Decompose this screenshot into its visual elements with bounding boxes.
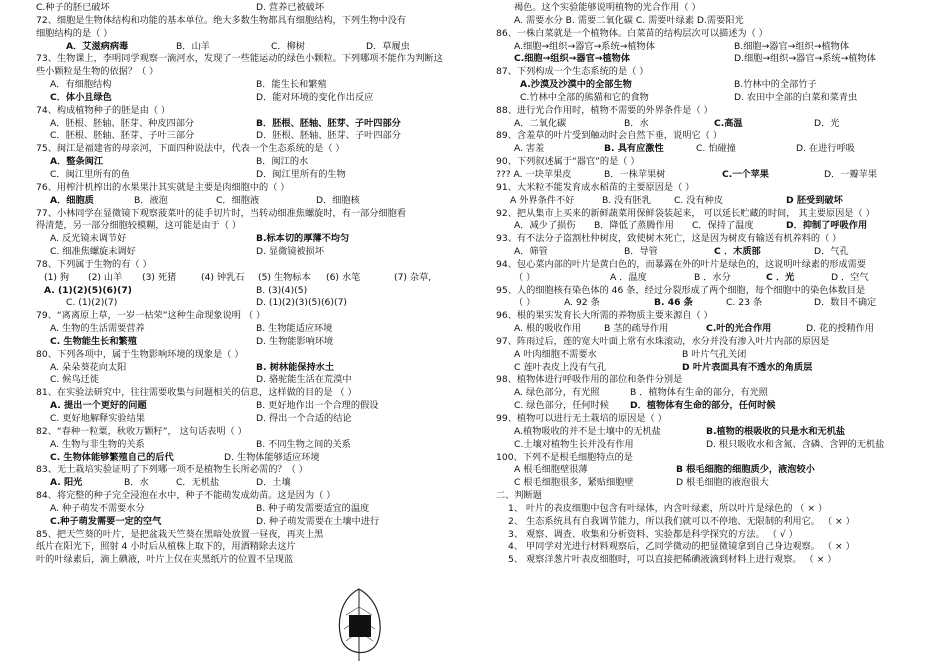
text-segment: C.高温 — [714, 117, 743, 129]
text-segment: 细胞结构的是（ ） — [36, 27, 113, 39]
text-line — [36, 246, 436, 259]
text-line — [36, 92, 436, 105]
text-line — [36, 541, 436, 554]
text-segment: D. 骆驼能生活在荒漠中 — [256, 374, 352, 386]
text-segment: A．二氧化碳 — [514, 117, 567, 129]
text-line — [496, 246, 914, 259]
text-segment: A.沙漠及沙漠中的全部生物 — [520, 79, 632, 91]
text-line — [496, 28, 914, 41]
text-line — [36, 182, 436, 195]
text-segment: A. 种子萌发不需要水分 — [50, 502, 145, 514]
text-segment: B. 生物能适应环境 — [256, 323, 333, 335]
text-segment: 75、闽江是福建省的母亲河，下面四种说法中，代表一个生态系统的是（ ） — [36, 143, 345, 155]
text-segment: B ．植物体有生命的部分，有光照 — [630, 387, 768, 399]
text-line — [36, 387, 436, 400]
text-segment: D. 得出一个合适的结论 — [256, 413, 352, 424]
text-line — [36, 529, 436, 542]
text-line — [496, 195, 914, 208]
text-line — [36, 452, 436, 465]
text-segment: D．土壤 — [256, 477, 291, 489]
text-segment: C. 细准焦螺旋未调好 — [50, 246, 136, 258]
text-segment: D．气孔 — [814, 246, 849, 258]
text-segment: D. 种子萌发需要在土壤中进行 — [256, 515, 380, 527]
text-segment: (4) 钟乳石 — [201, 271, 245, 283]
text-segment: B.细胞→器官→组织→植物体 — [734, 40, 850, 52]
text-segment: C ．木质部 — [714, 246, 761, 258]
text-segment: A．减少了损伤 — [514, 220, 576, 232]
text-line — [36, 490, 436, 503]
text-segment: (1) 狗 — [44, 271, 70, 283]
text-line — [36, 233, 436, 246]
text-segment: C. 更好地解释实验结果 — [50, 413, 145, 424]
text-segment: D．光 — [814, 117, 840, 129]
text-segment: 77、小林同学在显微镜下观察菠菜叶的徒手切片时，当转动细准焦螺旋时，有一部分细胞看 — [36, 207, 407, 219]
text-segment: 86、一株白菜就是一个植物体。白菜苗的结构层次可以描述为（ ） — [496, 27, 768, 39]
text-segment: 73、生物课上，李明同学观察一滴河水，发现了一些能运动的绿色小颗粒。下列哪项不能作为判断这 — [36, 53, 443, 65]
text-segment: 84、将完整的种子完全浸泡在水中，种子不能萌发成幼苗。这是因为（ ） — [36, 490, 336, 502]
text-segment: 些小颗粒是生物的依据？（ ） — [36, 66, 159, 78]
text-segment: C. 23 条 — [726, 297, 763, 309]
text-line — [36, 169, 436, 182]
text-line — [36, 2, 436, 15]
text-segment: D. 农田中全部的白菜和菜青虫 — [734, 91, 858, 103]
text-segment: B. (3)(4)(5) — [256, 284, 308, 296]
text-segment: A 外界条件不好 — [510, 194, 575, 206]
text-line — [496, 310, 914, 323]
text-segment: D．闽江里所有的生物 — [256, 168, 346, 180]
text-segment: D．植物体有生命的部分，任何时候 — [630, 400, 776, 412]
text-line — [36, 79, 436, 92]
text-segment: D．一瓣苹果 — [824, 168, 878, 180]
text-line — [496, 2, 914, 15]
text-line — [496, 464, 914, 477]
text-segment: D. (1)(2)(3)(5)(6)(7) — [256, 297, 348, 309]
text-segment: A. 朵朵葵花向太阳 — [50, 361, 127, 373]
text-line — [496, 105, 914, 118]
text-line — [496, 272, 914, 285]
text-segment: 81、在实验法研究中，往往需要收集与问题相关的信息，这样做的目的是 （ ） — [36, 387, 357, 399]
text-segment: 4、 甲同学对光进行材料观察后，乙同学微动的把显微镜拿到自己身边观察。 （ × ） — [508, 541, 855, 553]
text-line — [496, 336, 914, 349]
text-segment: A. 绿色部分，有光照 — [514, 387, 600, 399]
text-segment: A 叶肉细胞不需要水 — [514, 348, 597, 360]
text-segment: B. 更好地作出一个合理的假设 — [256, 400, 379, 412]
text-line — [496, 490, 914, 503]
text-segment: A. 根的吸收作用 — [514, 323, 582, 335]
text-segment: B．降低了蒸腾作用 — [594, 220, 674, 232]
text-segment: 98、植物体进行呼吸作用的部位和条件分别是 — [496, 374, 683, 386]
text-line — [36, 28, 436, 41]
text-segment: （ ） — [514, 271, 536, 283]
text-segment: B.植物的根吸收的只是水和无机盐 — [706, 425, 846, 437]
text-segment: A.细胞→组织→器官→系统→植物体 — [514, 40, 655, 52]
text-segment: 1、 叶片的表皮细胞中包含有叶绿体，内含叶绿素，所以叶片是绿色的 （ × ） — [508, 502, 828, 514]
text-segment: A．细胞质 — [50, 194, 94, 206]
text-segment: 褐色。这个实验能够说明植物的光合作用（ ） — [514, 2, 701, 13]
text-line — [36, 413, 436, 426]
text-segment: B.竹林中的全部竹子 — [734, 79, 817, 91]
text-segment: 91、大米粒不能发育成水稻苗的主要原因是（ ） — [496, 181, 695, 193]
text-line — [36, 195, 436, 208]
text-segment: B. 树林能保持水土 — [256, 361, 335, 373]
text-segment: B．水 — [624, 117, 649, 129]
text-segment: A．整条闽江 — [50, 156, 104, 168]
text-segment: 76、用榨汁机榨出的水果果汁其实就是主要是肉细胞中的（ ） — [36, 181, 290, 193]
text-segment: B．能生长和繁殖 — [256, 79, 327, 91]
text-segment: D 叶片表面具有不透水的角质层 — [682, 361, 813, 373]
text-segment: 89、含羞草的叶片受到触动时会自然下垂，说明它（ ） — [496, 130, 722, 142]
text-segment: 74、构成植物种子的胚是由（ ） — [36, 104, 171, 116]
text-segment: 87、下列构成一个生态系统的是（ ） — [496, 66, 649, 78]
text-line — [496, 66, 914, 79]
text-line — [36, 439, 436, 452]
text-segment: C. (1)(2)(7) — [66, 297, 118, 309]
text-segment: 88、进行光合作用时，植物不需要的外界条件是（ ） — [496, 104, 713, 116]
text-line — [36, 259, 436, 272]
text-line — [496, 169, 914, 182]
text-line — [496, 426, 914, 439]
text-segment: D. 在进行呼吸 — [796, 143, 855, 155]
text-line — [36, 41, 436, 54]
text-segment: B．闽江的水 — [256, 156, 309, 168]
text-segment: C ．光 — [766, 271, 795, 283]
text-segment: C. 没有种皮 — [674, 194, 724, 206]
text-segment: 纸片在阳光下，照射 4 小时后从植株上取下的，用酒精除去这片 — [36, 541, 296, 553]
text-segment: 93、有不法分子盗割杜仲树皮，致使树木死亡，这是因为树皮有输送有机养料的（ ） — [496, 233, 842, 245]
text-line — [36, 208, 436, 221]
text-line — [496, 130, 914, 143]
text-line — [496, 118, 914, 131]
text-line — [36, 130, 436, 143]
text-segment: ??? A. 一块苹果皮 — [496, 168, 572, 180]
text-segment: 2、 生态系统具有自我调节能力，所以我们就可以不停地、无限制的利用它。 （ × ） — [508, 515, 855, 527]
text-segment: B 根毛细胞的细胞质少，液泡较小 — [676, 464, 815, 476]
text-segment: C．体小且绿色 — [50, 91, 112, 103]
text-line — [496, 323, 914, 336]
text-segment: C.种子的胚已破坏 — [36, 2, 110, 13]
text-segment: 92、把从集市上买来的新鲜蔬菜用保鲜袋装起来， 可以延长贮藏的时间， 其主要原因是（ ） — [496, 207, 875, 219]
text-segment: B．水 — [124, 477, 149, 489]
text-segment: 94、包心菜内部的叶片是黄白色的，而暴露在外的叶片是绿色的，这说明叶绿素的形成需要 — [496, 258, 867, 270]
text-line — [496, 92, 914, 105]
text-line — [36, 143, 436, 156]
text-line — [496, 362, 914, 375]
text-segment: D．草履虫 — [366, 40, 410, 52]
text-line — [496, 233, 914, 246]
text-segment: 5、 观察洋葱片叶表皮细胞时，可以直接把稀碘液滴到材料上进行观察。 （ × ） — [508, 554, 837, 566]
text-line — [36, 477, 436, 490]
text-segment: C．无机盐 — [176, 477, 220, 489]
text-segment: D. 营养已被破坏 — [256, 2, 325, 13]
text-segment: C 莲叶表皮上没有气孔 — [514, 361, 607, 373]
text-line — [36, 400, 436, 413]
text-segment: 100、下列不是根毛细胞特点的是 — [496, 451, 633, 463]
text-line — [36, 349, 436, 362]
text-segment: 二、判断题 — [496, 490, 542, 502]
text-line — [36, 156, 436, 169]
text-line — [496, 156, 914, 169]
text-segment: A. 害羞 — [514, 143, 545, 155]
text-segment: A．筛管 — [514, 246, 548, 258]
text-segment: C. 生物体能够繁殖自己的后代 — [50, 451, 174, 463]
text-segment: B．导管 — [624, 246, 658, 258]
text-segment: A. 反光镜未调节好 — [50, 233, 127, 245]
text-line — [36, 297, 436, 310]
text-segment: D. 根只吸收水和含氮、含磷、含钾的无机盐 — [706, 438, 885, 450]
text-segment: 90、下列叙述属于“器官”的是（ ） — [496, 156, 640, 168]
text-line — [496, 413, 914, 426]
text-segment: C．闽江里所有的鱼 — [50, 168, 130, 180]
text-line — [36, 362, 436, 375]
text-line — [496, 79, 914, 92]
text-segment: D. 花的授精作用 — [806, 323, 875, 335]
text-line — [36, 323, 436, 336]
text-segment: A.植物吸收的并不是土壤中的无机盐 — [514, 425, 661, 437]
text-segment: C．细胞液 — [216, 194, 260, 206]
text-segment: 85、把天竺葵的叶片，是把盆栽天竺葵在黑暗处放置一昼夜，再夹上黑 — [36, 528, 324, 540]
text-line — [496, 439, 914, 452]
text-segment: 97、阵雨过后，莲的宽大叶面上常有水珠滚动，水分并没有渗入叶片内部的原因是 — [496, 335, 830, 347]
text-line — [496, 477, 914, 490]
text-segment: B．山羊 — [176, 40, 210, 52]
right-column — [496, 2, 914, 567]
text-segment: A．有细胞结构 — [50, 79, 112, 91]
text-line — [496, 529, 914, 542]
text-line — [496, 349, 914, 362]
text-segment: B．胚根、胚轴、胚芽、子叶四部分 — [256, 117, 401, 129]
text-line — [36, 118, 436, 131]
text-segment: A. 提出一个更好的问题 — [50, 400, 147, 412]
text-line — [36, 105, 436, 118]
text-segment: C.竹林中全部的熊猫和它的食物 — [520, 91, 649, 103]
text-segment: A 根毛细胞壁很薄 — [514, 464, 588, 476]
text-segment: D. 生物体能够适应环境 — [224, 451, 320, 463]
text-segment: B. 种子萌发需要适宜的温度 — [256, 502, 370, 514]
text-segment: 82、“春种一粒粟，秋收万颗籽”， 这句话表明（ ） — [36, 425, 247, 437]
text-segment: B. 没有胚乳 — [602, 194, 651, 206]
text-segment: A. 92 条 — [564, 297, 600, 309]
text-line — [496, 143, 914, 156]
text-line — [496, 452, 914, 465]
text-segment: (2) 山羊 — [88, 271, 123, 283]
text-segment: B．一株苹果树 — [604, 168, 666, 180]
text-segment: C. 怕碰撞 — [696, 143, 736, 155]
text-segment: D 胚受到破坏 — [786, 194, 843, 206]
text-segment: D．能对环境的变化作出反应 — [256, 91, 374, 103]
text-segment: 83、无土栽培实验证明了下列哪一项不是植物生长所必需的？（ ） — [36, 464, 308, 476]
text-segment: B ．水分 — [694, 271, 731, 283]
left-column — [36, 2, 443, 567]
text-line — [496, 208, 914, 221]
text-line — [36, 374, 436, 387]
text-line — [36, 272, 436, 285]
text-line — [496, 516, 914, 529]
text-segment: A．胚根、胚轴、胚芽、种皮四部分 — [50, 117, 195, 129]
text-segment: C.种子萌发需要一定的空气 — [50, 515, 162, 527]
text-segment: 96、根的果实发育长大所需的养物质主要来源自（ ） — [496, 310, 713, 322]
text-segment: D．数目不确定 — [814, 297, 877, 309]
text-segment: 78、下列属于生物的有（ ） — [36, 258, 152, 270]
leaf-with-black-paper-icon — [332, 585, 387, 663]
text-segment: 80、下列各项中，属于生物影响环境的现象是（ ） — [36, 348, 244, 360]
text-segment: C.叶的光合作用 — [706, 323, 772, 335]
text-segment: (3) 死猪 — [142, 271, 177, 283]
text-segment: C. 绿色部分，任何时候 — [514, 400, 609, 412]
text-line — [36, 426, 436, 439]
text-line — [36, 310, 436, 323]
text-line — [36, 220, 436, 233]
text-line — [36, 554, 436, 567]
text-line — [496, 15, 914, 28]
text-segment: A. 需要水分 B. 需要二氧化碳 C. 需要叶绿素 D.需要阳光 — [514, 14, 744, 26]
text-line — [36, 66, 436, 79]
text-segment: 72、细胞是生物体结构和功能的基本单位。绝大多数生物都具有细胞结构，下列生物中没有 — [36, 14, 407, 26]
text-segment: B. 不同生物之间的关系 — [256, 438, 351, 450]
text-segment: C．保持了温度 — [692, 220, 754, 232]
text-segment: C．柳树 — [271, 40, 305, 52]
text-segment: 得清楚，另一部分细胞较模糊，这可能是由于（ ） — [36, 220, 242, 232]
text-line — [496, 285, 914, 298]
text-segment: A ．温度 — [610, 271, 647, 283]
text-segment: A. (1)(2)(5)(6)(7) — [44, 284, 132, 296]
text-line — [496, 541, 914, 554]
text-segment: 99、植物可以进行无土栽培的原因是（ ） — [496, 413, 667, 424]
text-segment: （ ） — [514, 297, 536, 309]
text-line — [36, 285, 436, 298]
text-segment: 叶的叶绿素后，滴上碘液，叶片上仅在夹黑纸片的位置不呈现蓝 — [36, 554, 294, 566]
text-line — [36, 503, 436, 516]
text-line — [496, 220, 914, 233]
text-segment: D．胚根、胚轴、胚芽、子叶四部分 — [256, 130, 401, 142]
text-line — [496, 182, 914, 195]
text-line — [496, 387, 914, 400]
text-segment: D ．空气 — [831, 271, 869, 283]
text-segment: D.细胞→组织→器官→系统→植物体 — [734, 53, 876, 65]
text-line — [496, 297, 914, 310]
text-segment: A. 阳光 — [50, 477, 83, 489]
text-segment: C 根毛细胞很多，紧贴细胞壁 — [514, 477, 634, 489]
text-segment: A. 生物的生活需要营养 — [50, 323, 145, 335]
text-line — [496, 41, 914, 54]
text-segment: B．液泡 — [134, 194, 168, 206]
text-line — [496, 503, 914, 516]
text-line — [496, 53, 914, 66]
text-segment: 79、“离离原上草，一岁一枯荣”这种生命现象说明 （ ） — [36, 310, 266, 322]
text-segment: 3、 观察、调查、收集和分析资料、实验都是科学探究的方法。 （ √ ） — [508, 528, 798, 540]
text-segment: B 茎的疏导作用 — [604, 323, 669, 335]
text-line — [36, 15, 436, 28]
text-line — [36, 336, 436, 349]
text-segment: C．胚根、胚轴、胚芽、子叶三部分 — [50, 130, 195, 142]
text-segment: B. 46 条 — [654, 297, 693, 309]
text-line — [496, 400, 914, 413]
text-segment: 95、人的细胞核有染色体的 46 条，经过分裂形成了两个细胞，每个细胞中的染色体数目是 — [496, 284, 866, 296]
text-segment: C.土壤对植物生长并没有作用 — [514, 438, 634, 450]
text-segment: B 叶片气孔关闭 — [682, 348, 747, 360]
text-segment: D．细胞核 — [316, 194, 360, 206]
text-segment: D. 生物能影响环境 — [256, 335, 334, 347]
text-line — [496, 374, 914, 387]
text-segment: (6) 水笔 — [326, 271, 361, 283]
text-line — [36, 516, 436, 529]
text-segment: C.细胞→组织→器官→植物体 — [514, 53, 631, 65]
text-line — [496, 259, 914, 272]
text-segment: D．抑制了呼吸作用 — [786, 220, 868, 232]
text-segment: D. 显微镜被损坏 — [256, 246, 325, 258]
text-segment: D 根毛细胞的液泡很大 — [676, 477, 769, 489]
text-segment: B.标本切的厚薄不均匀 — [256, 233, 350, 245]
text-segment: (7) 杂草, — [394, 271, 432, 283]
text-segment: C.一个苹果 — [722, 168, 769, 180]
text-line — [496, 554, 914, 567]
text-segment: A. 生物与非生物的关系 — [50, 438, 145, 450]
text-segment: C. 生物能生长和繁殖 — [50, 335, 137, 347]
text-segment: C. 候鸟迁徙 — [50, 374, 100, 386]
text-segment: B. 具有应激性 — [604, 143, 664, 155]
text-segment: A．艾滋病病毒 — [66, 40, 129, 52]
text-line — [36, 464, 436, 477]
text-segment: (5) 生物标本 — [258, 271, 311, 283]
text-line — [36, 53, 443, 66]
